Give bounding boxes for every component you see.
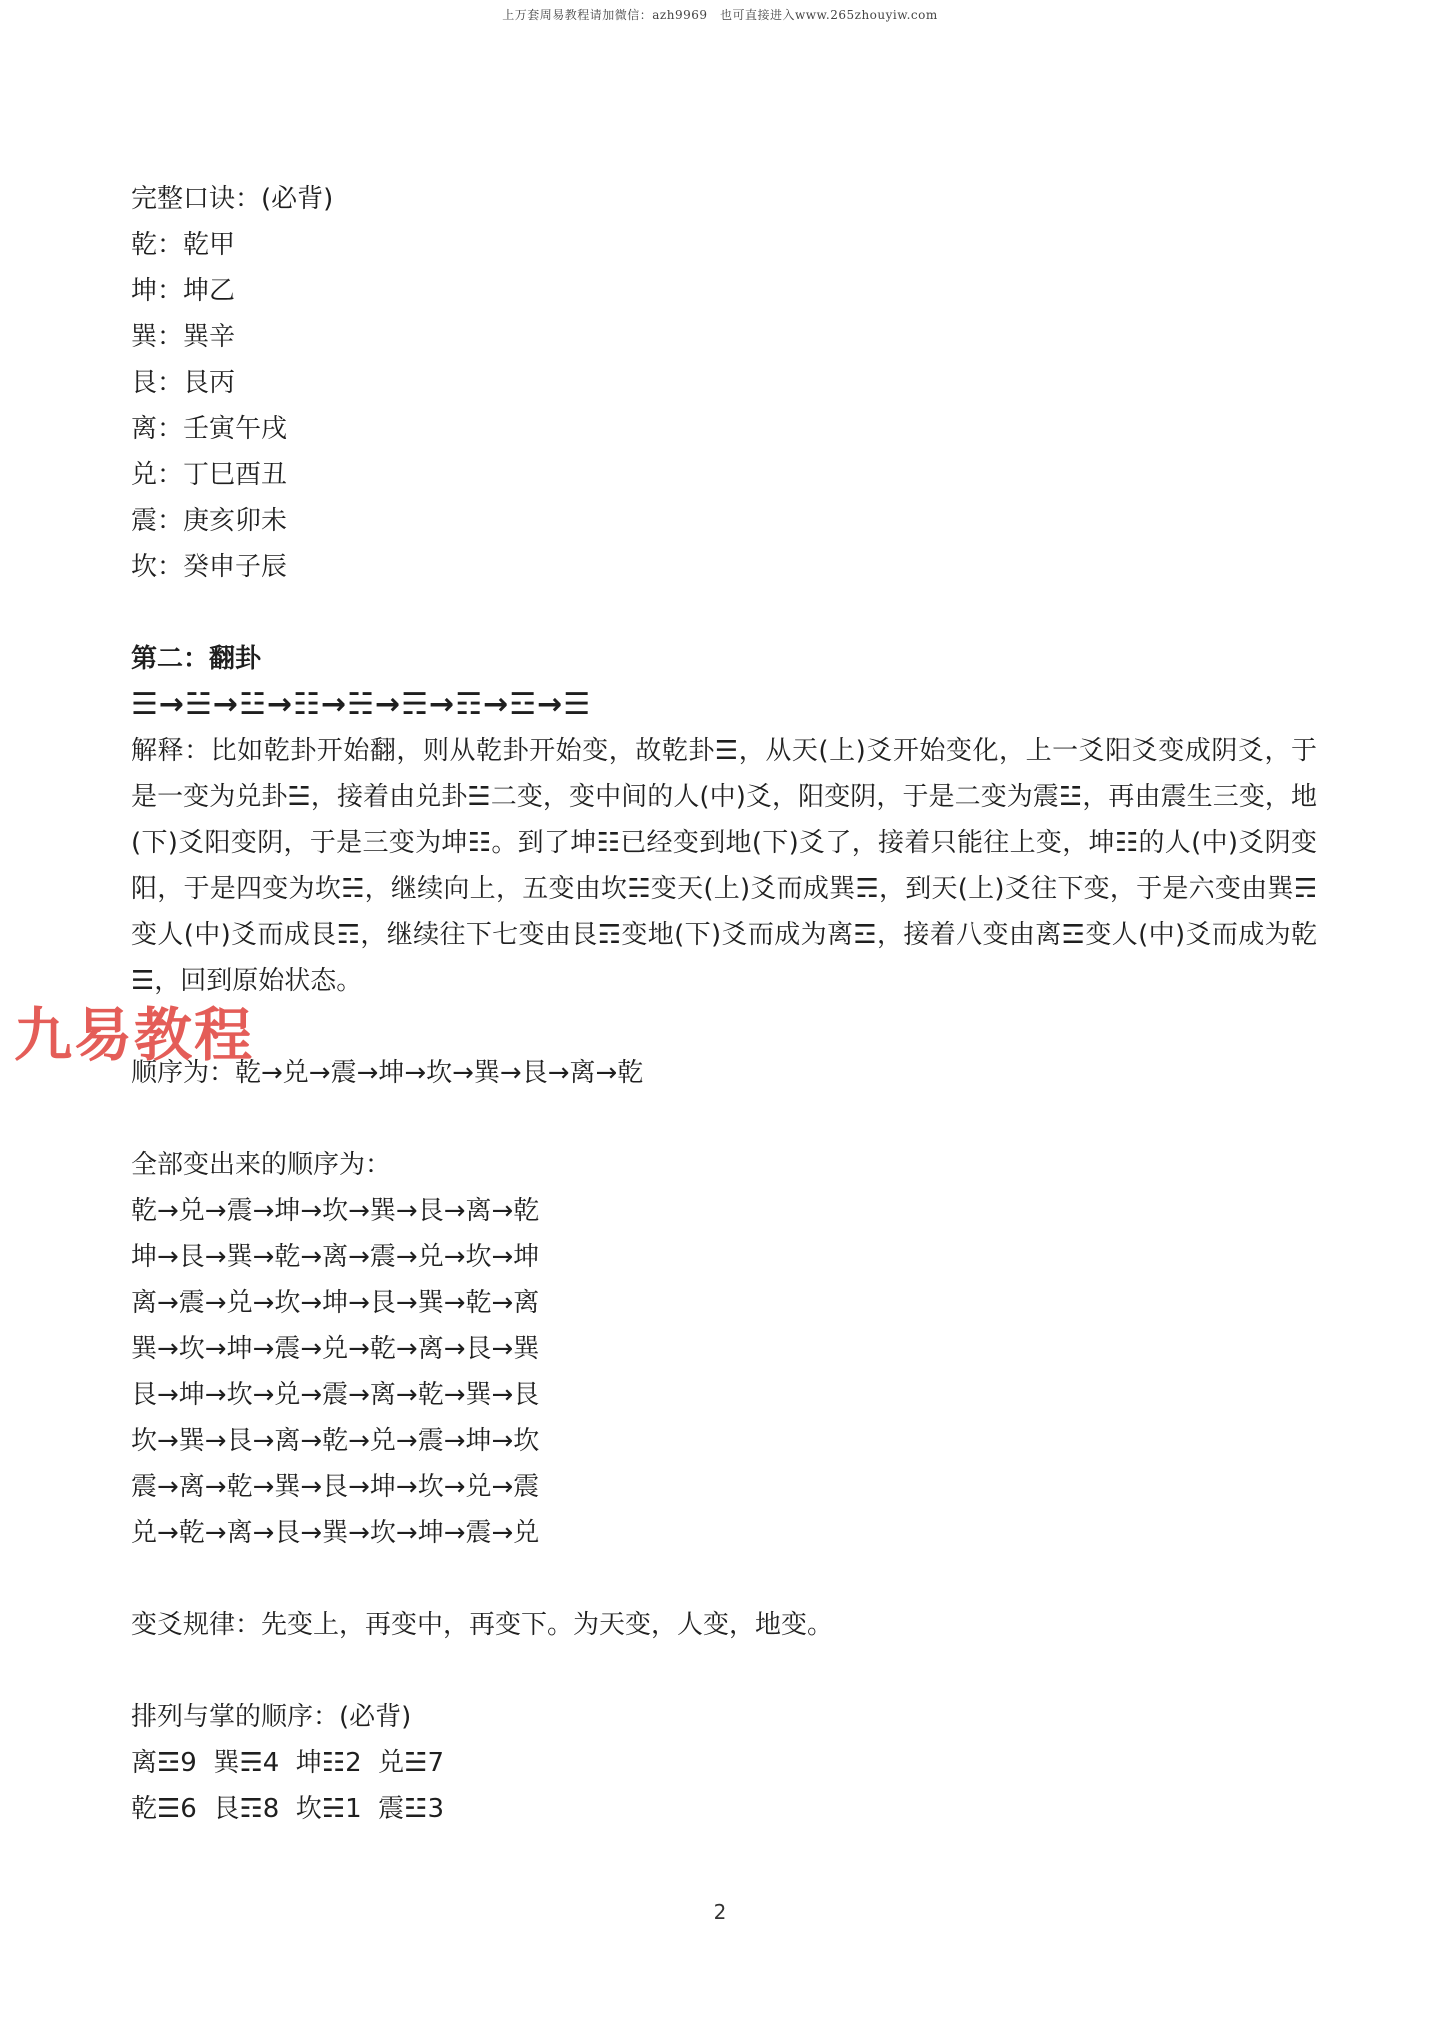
page-number: 2 <box>713 1900 727 1924</box>
rule-line: 变爻规律：先变上，再变中，再变下。为天变，人变，地变。 <box>131 1610 834 1640</box>
koujue-list <box>131 222 1321 590</box>
section-heading: 第二：翻卦 <box>131 644 262 674</box>
order-row: 离→震→兑→坎→坤→艮→巽→乾→离 <box>131 1288 540 1318</box>
all-orders-list <box>131 1188 1321 1556</box>
koujue-line: 乾：乾甲 <box>131 230 236 260</box>
order-row: 艮→坤→坎→兑→震→离→乾→巽→艮 <box>131 1380 540 1410</box>
spacer <box>131 590 1321 636</box>
koujue-line: 艮：艮丙 <box>131 368 236 398</box>
order-row: 震→离→乾→巽→艮→坤→坎→兑→震 <box>131 1472 540 1502</box>
spacer <box>131 1004 1321 1050</box>
order-row: 坎→巽→艮→离→乾→兑→震→坤→坎 <box>131 1426 540 1456</box>
arrangement-row: 乾☰6 艮☶8 坎☵1 震☳3 <box>131 1794 444 1824</box>
order-row: 乾→兑→震→坤→坎→巽→艮→离→乾 <box>131 1196 540 1226</box>
order-row: 巽→坎→坤→震→兑→乾→离→艮→巽 <box>131 1334 540 1364</box>
koujue-line: 坎：癸申子辰 <box>131 552 288 582</box>
koujue-title: 完整口诀：(必背) <box>131 184 334 214</box>
header-note: 上万套周易教程请加微信：azh9969 也可直接进入www.265zhouyiw.com <box>502 8 938 22</box>
watermark-logo: 九易教程 <box>14 1001 255 1069</box>
order-line: 顺序为：乾→兑→震→坤→坎→巽→艮→离→乾 <box>131 1058 644 1088</box>
spacer <box>131 1648 1321 1694</box>
order-row: 兑→乾→离→艮→巽→坎→坤→震→兑 <box>131 1518 540 1548</box>
koujue-line: 坤：坤乙 <box>131 276 236 306</box>
explanation-paragraph: 解释：比如乾卦开始翻，则从乾卦开始变，故乾卦☰，从天(上)爻开始变化，上一爻阳爻变成阴爻，于是一变为兑卦☱，接着由兑卦☱二变，变中间的人(中)爻，阳变阴，于是二变为震☳，再由震生三变，地(下)爻阳变阴，于是三变为坤☷。到了坤☷已经变到地(下)爻了，接着只能往上变，坤☷的人(中)爻阴变阳，于是四变为坎☵，继续向上，五变由坎☵变天(上)爻而成巽☴，到天(上)爻往下变，于是六变由巽☴变人(中)爻而成艮☶，继续往下七变由艮☶变地(下)爻而成为离☲，接着八变由离☲变人(中)爻而成为乾☰，回到原始状态。 <box>131 736 1317 996</box>
page-content <box>131 176 1321 1832</box>
spacer <box>131 1556 1321 1602</box>
koujue-line: 震：庚亥卯未 <box>131 506 288 536</box>
spacer <box>131 1096 1321 1142</box>
order-row: 坤→艮→巽→乾→离→震→兑→坎→坤 <box>131 1242 540 1272</box>
arrangement-title: 排列与掌的顺序：(必背) <box>131 1702 412 1732</box>
trigram-sequence: ☰→☱→☳→☷→☵→☴→☶→☲→☰ <box>131 687 592 722</box>
koujue-line: 巽：巽辛 <box>131 322 236 352</box>
koujue-line: 离：壬寅午戌 <box>131 414 288 444</box>
all-orders-title: 全部变出来的顺序为： <box>131 1150 392 1180</box>
arrangement-row: 离☲9 巽☴4 坤☷2 兑☱7 <box>131 1748 444 1778</box>
koujue-line: 兑：丁巳酉丑 <box>131 460 288 490</box>
